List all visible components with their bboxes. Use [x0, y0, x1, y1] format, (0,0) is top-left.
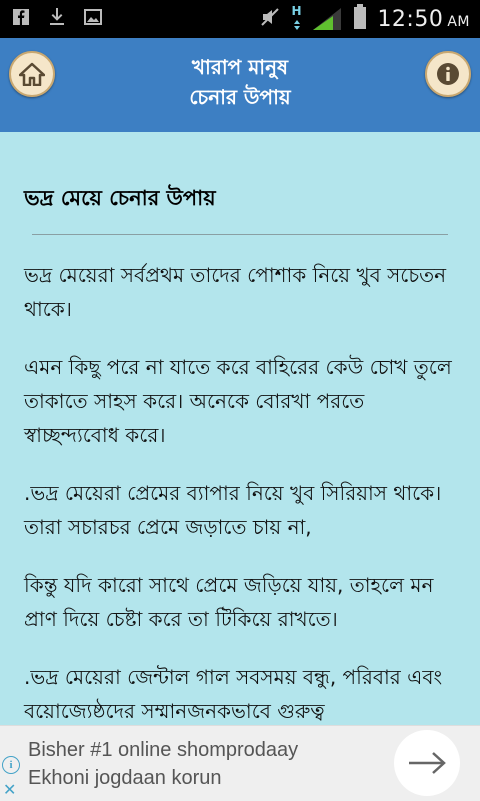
ad-info-icon[interactable]: i: [2, 756, 20, 774]
page-title: [0, 52, 480, 112]
image-icon: [84, 8, 102, 26]
arrow-right-icon: [407, 751, 447, 775]
signal-icon: [291, 6, 343, 32]
battery-icon: [353, 4, 367, 34]
ad-close-icon[interactable]: ✕: [3, 780, 17, 799]
facebook-icon: [12, 8, 30, 26]
article-body: [24, 258, 464, 725]
paragraph: .ভদ্র মেয়েরা প্রেমের ব্যাপার নিয়ে খুব সিরিয়াস থাকে। তারা সচারচর প্রেমে জড়াতে চায় না,: [24, 481, 442, 539]
ad-line-1: Bisher #1 online shomprodaay: [28, 739, 299, 761]
network-type-label: H: [291, 4, 302, 18]
notification-icons: [12, 8, 102, 26]
paragraph: .ভদ্র মেয়েরা জেন্টাল গাল সবসময় বন্ধু, পরিবার এবং বয়োজ্যেষ্ঠদের সম্মানজনকভাবে গুরুত্ব: [24, 665, 443, 723]
clock-time: 12:50: [377, 6, 444, 32]
system-icons: [259, 4, 470, 34]
title-line-2: চেনার উপায়: [189, 85, 291, 109]
ad-line-2: Ekhoni jogdaan korun: [28, 767, 222, 789]
divider: [32, 234, 448, 235]
paragraph: এমন কিছু পরে না যাতে করে বাহিরের কেউ চোখ তুলে তাকাতে সাহস করে। অনেকে বোরখা পরতে স্বাচ্ছন্দ্যবোধ করে।: [24, 355, 452, 447]
title-line-1: খারাপ মানুষ: [191, 55, 289, 79]
info-button[interactable]: [425, 51, 471, 97]
ad-banner[interactable]: [0, 725, 480, 801]
article-content[interactable]: [0, 132, 480, 725]
download-icon: [48, 8, 66, 26]
paragraph: কিন্তু যদি কারো সাথে প্রেমে জড়িয়ে যায়, তাহলে মন প্রাণ দিয়ে চেষ্টা করে তা টিকিয়ে রাখতে।: [24, 573, 434, 631]
clock: [377, 7, 470, 32]
ad-cta-button[interactable]: [394, 730, 460, 796]
ad-text[interactable]: [28, 736, 298, 792]
app-header: [0, 38, 480, 132]
paragraph: ভদ্র মেয়েরা সর্বপ্রথম তাদের পোশাক নিয়ে খুব সচেতন থাকে।: [24, 263, 447, 321]
mute-icon: [259, 6, 281, 32]
section-title: ভদ্র মেয়ে চেনার উপায়: [24, 186, 216, 210]
info-icon: [436, 62, 460, 86]
clock-ampm: AM: [447, 13, 470, 30]
status-bar: [0, 0, 480, 38]
